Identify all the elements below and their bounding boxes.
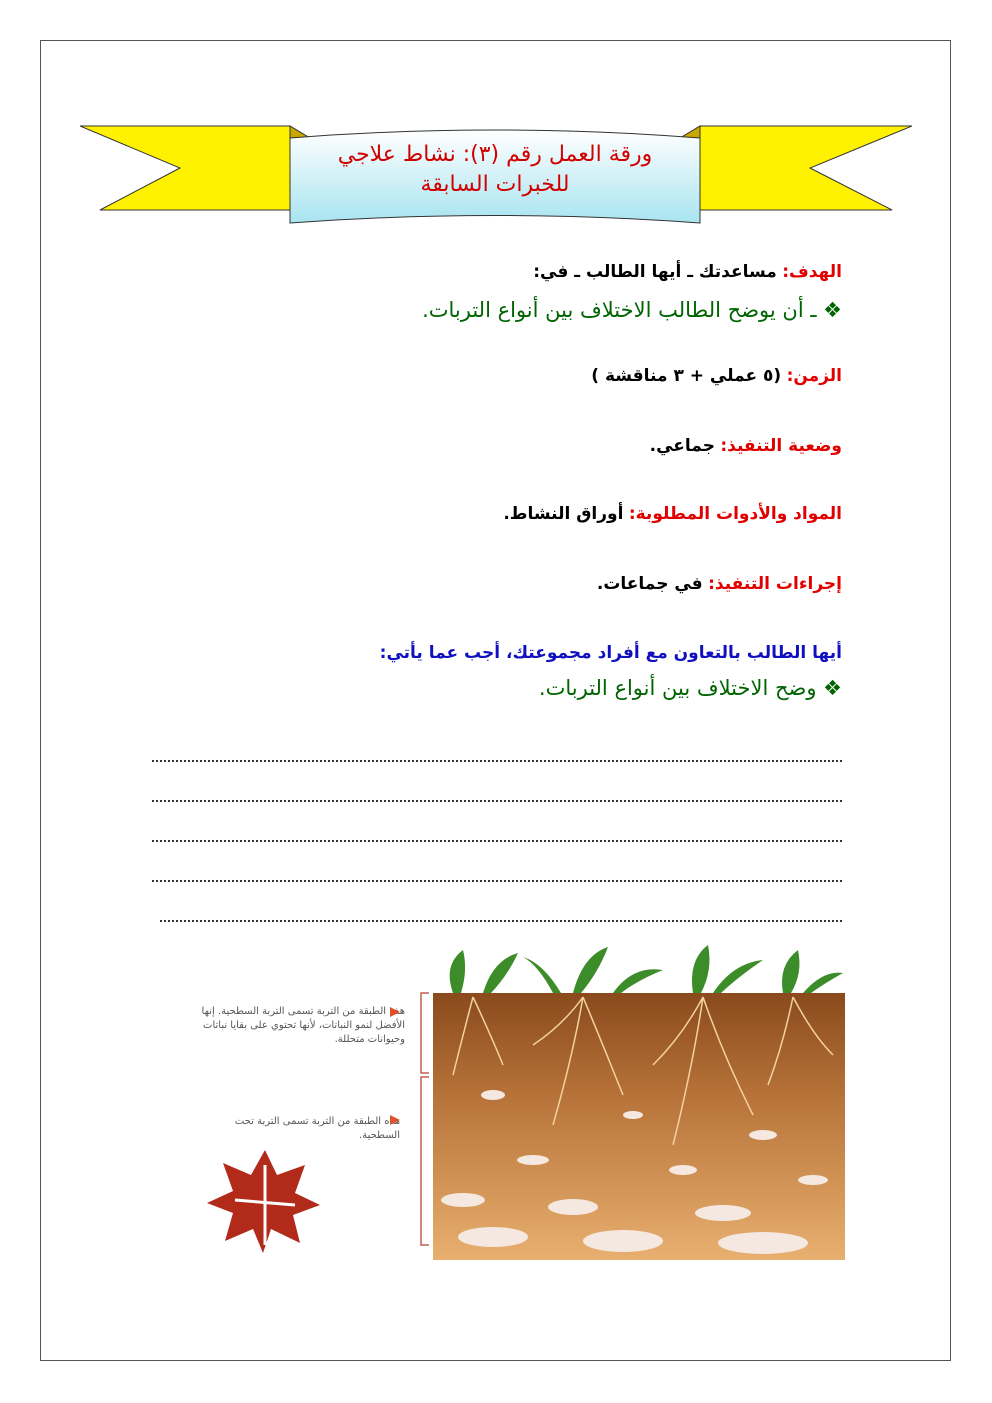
procedure-row — [597, 574, 842, 594]
leaf-icon — [205, 1145, 325, 1255]
goal-row — [533, 262, 842, 282]
procedure-label: إجراءات التنفيذ: — [708, 574, 842, 594]
answer-line-5[interactable] — [160, 918, 842, 922]
answer-line-1[interactable] — [152, 758, 842, 762]
subsoil-arrow-icon — [390, 1115, 400, 1125]
banner-title-line2: للخبرات السابقة — [420, 172, 570, 197]
time-label: الزمن: — [786, 366, 842, 386]
answer-line-4[interactable] — [152, 878, 842, 882]
materials-value: أوراق النشاط. — [503, 504, 624, 524]
question-text: ❖ وضح الاختلاف بين أنواع التربات. — [538, 676, 842, 700]
goal-item: ❖ ـ أن يوضح الطالب الاختلاف بين أنواع التربات. — [422, 298, 842, 322]
materials-label: المواد والأدوات المطلوبة: — [628, 504, 842, 524]
time-row — [591, 366, 842, 386]
banner-title — [290, 140, 700, 200]
time-value: (٥ عملي + ٣ مناقشة ) — [591, 366, 782, 386]
topsoil-arrow-icon — [390, 1007, 400, 1017]
soil-cross-section — [433, 945, 845, 1260]
materials-row — [503, 504, 842, 524]
mode-label: وضعية التنفيذ: — [720, 436, 842, 456]
answer-line-3[interactable] — [152, 838, 842, 842]
goal-value: مساعدتك ـ أيها الطالب ـ في: — [533, 262, 777, 282]
goal-label: الهدف: — [782, 262, 842, 282]
layer-bracket — [417, 945, 431, 1260]
instruction-text: أيها الطالب بالتعاون مع أفراد مجموعتك، أجب عما يأتي: — [379, 643, 842, 663]
banner-title-line1: ورقة العمل رقم (٣): نشاط علاجي — [337, 142, 653, 167]
soil-layers-figure — [165, 945, 845, 1260]
mode-row — [650, 436, 842, 456]
topsoil-note: هذه الطبقة من التربة تسمى التربة السطحية. إنها الأفضل لنمو النباتات، لأنها تحتوي على بقايا نباتات وحيوانات متحللة. — [201, 1006, 405, 1045]
procedure-value: في جماعات. — [596, 574, 703, 594]
subsoil-note: هذه الطبقة من التربة تسمى التربة تحت السطحية. — [234, 1116, 400, 1141]
title-banner — [80, 118, 912, 236]
mode-value: جماعي. — [649, 436, 715, 456]
answer-line-2[interactable] — [152, 798, 842, 802]
